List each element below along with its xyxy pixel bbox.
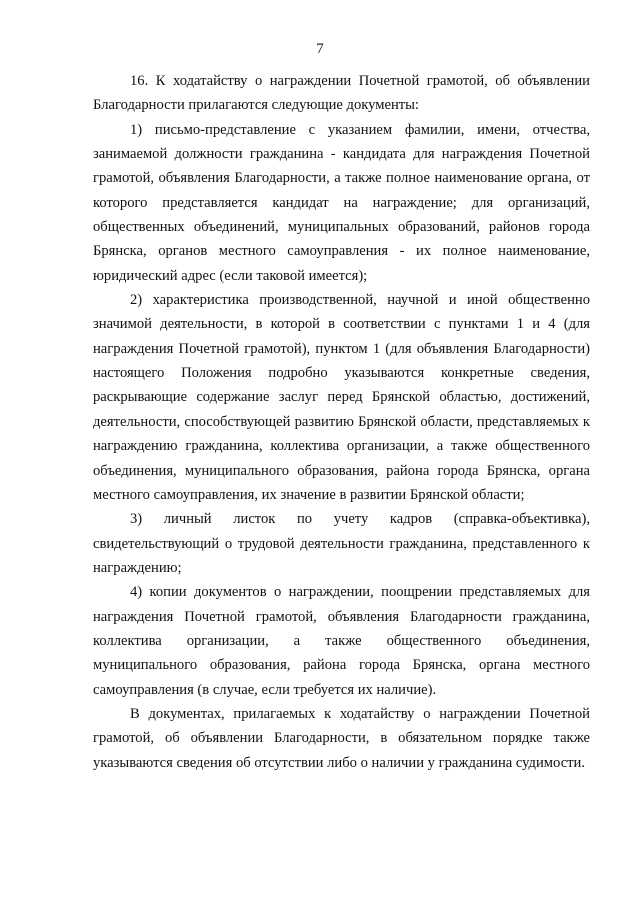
page-number: 7 bbox=[316, 41, 324, 57]
paragraph-item-1: 1) письмо-представление с указанием фамилии, имени, отчества, занимаемой должности гражданина - кандидата для награждения Почетной грамотой, объявления Благодарности, а также полное наименование органа, от которого представляется кандидат на награждение; для организаций, общественных объединений, муниципальных образований, районов города Брянска, органов местного самоуправления - их полное наименование, юридический адрес (если таковой имеется); bbox=[93, 121, 590, 284]
paragraph-item-4: 4) копии документов о награждении, поощрении представляемых для награждения Почетной грамотой, объявления Благодарности гражданина, коллектива организации, а также общественного объединения, муниципального образования, района города Брянска, органа местного самоуправления (в случае, если требуется их наличие). bbox=[93, 584, 590, 698]
paragraph-closing: В документах, прилагаемых к ходатайству о награждении Почетной грамотой, об объявлении Благодарности, в обязательном порядке также указываются сведения об отсутствии либо о наличии у гражданина судимости. bbox=[93, 705, 590, 771]
document-body bbox=[93, 69, 590, 775]
paragraph-16-intro: 16. К ходатайству о награждении Почетной грамотой, об объявлении Благодарности прилагаются следующие документы: bbox=[93, 73, 590, 114]
paragraph-item-2: 2) характеристика производственной, научной и иной общественно значимой деятельности, в которой в соответствии с пунктами 1 и 4 (для награждения Почетной грамотой), пунктом 1 (для объявления Благодарности) настоящего Положения подробно указываются конкретные сведения, раскрывающие содержание заслуг перед Брянской областью, достижений, деятельности, способствующей развитию Брянской области, представляемых к награждению гражданина, коллектива организации, а также общественного объединения, муниципального образования, района города Брянска, органа местного самоуправления, их значение в развитии Брянской области; bbox=[93, 292, 590, 503]
paragraph-item-3: 3) личный листок по учету кадров (справка-объективка), свидетельствующий о трудовой деятельности гражданина, представленного к награждению; bbox=[93, 511, 590, 576]
